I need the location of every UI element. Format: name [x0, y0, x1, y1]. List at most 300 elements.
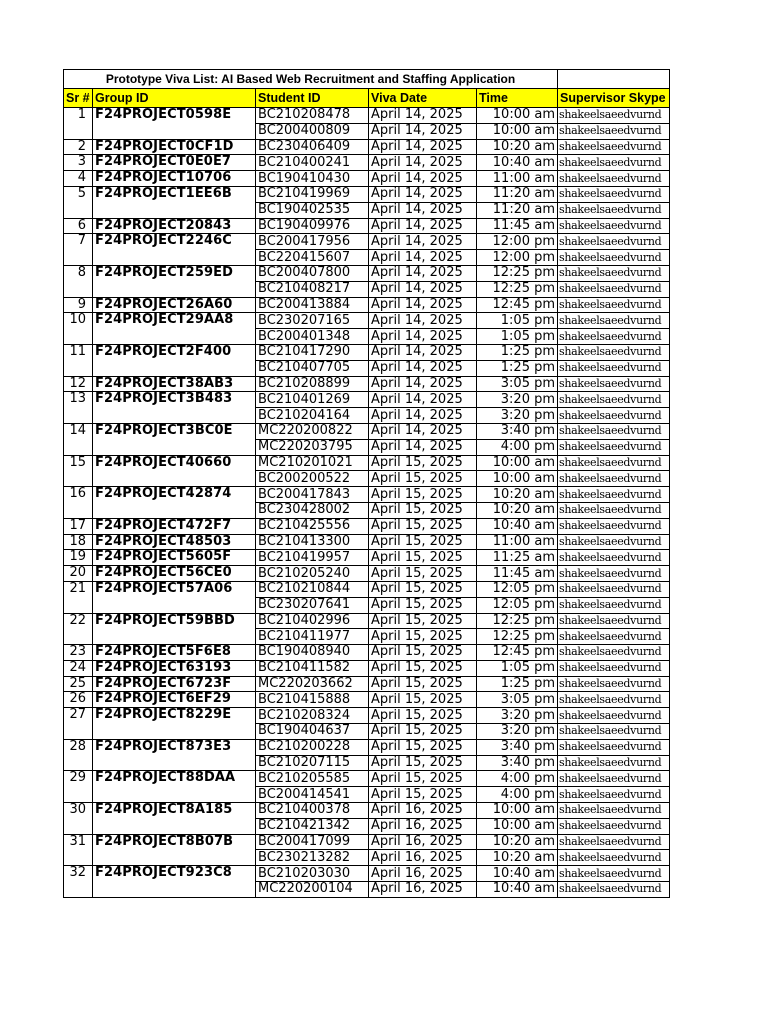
viva-time: 3:40 pm: [477, 423, 558, 439]
student-id: BC230428002: [256, 502, 369, 518]
student-id: BC200401348: [256, 329, 369, 345]
supervisor-skype: shakeelsaeedvurnd: [558, 123, 670, 139]
group-id: F24PROJECT38AB3: [93, 376, 256, 392]
supervisor-skype: shakeelsaeedvurnd: [558, 329, 670, 345]
group-id: F24PROJECT0E0E7: [93, 155, 256, 171]
supervisor-skype: shakeelsaeedvurnd: [558, 676, 670, 692]
viva-list-body: [64, 70, 670, 898]
table-row: [64, 265, 670, 281]
student-id: BC210425556: [256, 518, 369, 534]
supervisor-skype: shakeelsaeedvurnd: [558, 186, 670, 202]
supervisor-skype: shakeelsaeedvurnd: [558, 581, 670, 597]
serial-number: 29: [64, 771, 93, 803]
student-id: BC200400809: [256, 123, 369, 139]
table-row: [64, 613, 670, 629]
viva-date: April 14, 2025: [369, 234, 477, 250]
student-id: BC210205240: [256, 566, 369, 582]
viva-date: April 14, 2025: [369, 423, 477, 439]
group-id: F24PROJECT6723F: [93, 676, 256, 692]
table-row: [64, 108, 670, 124]
student-id: MC210201021: [256, 455, 369, 471]
supervisor-skype: shakeelsaeedvurnd: [558, 566, 670, 582]
group-id: F24PROJECT26A60: [93, 297, 256, 313]
student-id: BC210421342: [256, 818, 369, 834]
viva-date: April 15, 2025: [369, 724, 477, 740]
header-time: Time: [477, 89, 558, 108]
header-supervisor-skype: Supervisor Skype: [558, 89, 670, 108]
title-row: [64, 70, 670, 89]
viva-date: April 15, 2025: [369, 613, 477, 629]
table-row: [64, 139, 670, 155]
viva-time: 10:40 am: [477, 155, 558, 171]
serial-number: 18: [64, 534, 93, 550]
group-id: F24PROJECT10706: [93, 171, 256, 187]
table-row: [64, 550, 670, 566]
student-id: BC210400378: [256, 803, 369, 819]
supervisor-skype: shakeelsaeedvurnd: [558, 502, 670, 518]
student-id: BC200417099: [256, 834, 369, 850]
viva-time: 10:20 am: [477, 850, 558, 866]
viva-time: 4:00 pm: [477, 787, 558, 803]
table-row: [64, 171, 670, 187]
viva-date: April 14, 2025: [369, 186, 477, 202]
viva-time: 11:20 am: [477, 186, 558, 202]
viva-time: 11:00 am: [477, 534, 558, 550]
serial-number: 25: [64, 676, 93, 692]
viva-date: April 15, 2025: [369, 487, 477, 503]
viva-time: 10:00 am: [477, 818, 558, 834]
supervisor-skype: shakeelsaeedvurnd: [558, 171, 670, 187]
viva-time: 10:20 am: [477, 487, 558, 503]
group-id: F24PROJECT56CE0: [93, 566, 256, 582]
viva-time: 11:20 am: [477, 202, 558, 218]
serial-number: 19: [64, 550, 93, 566]
group-id: F24PROJECT8B07B: [93, 834, 256, 866]
viva-time: 10:00 am: [477, 108, 558, 124]
serial-number: 8: [64, 265, 93, 297]
serial-number: 1: [64, 108, 93, 140]
viva-time: 10:00 am: [477, 471, 558, 487]
viva-date: April 15, 2025: [369, 787, 477, 803]
viva-date: April 15, 2025: [369, 645, 477, 661]
table-row: [64, 692, 670, 708]
table-row: [64, 313, 670, 329]
header-row: [64, 89, 670, 108]
header-sr: Sr #: [64, 89, 93, 108]
student-id: BC190410430: [256, 171, 369, 187]
group-id: F24PROJECT42874: [93, 487, 256, 519]
viva-date: April 14, 2025: [369, 376, 477, 392]
table-row: [64, 771, 670, 787]
viva-date: April 14, 2025: [369, 329, 477, 345]
group-id: F24PROJECT0CF1D: [93, 139, 256, 155]
header-student-id: Student ID: [256, 89, 369, 108]
serial-number: 9: [64, 297, 93, 313]
serial-number: 2: [64, 139, 93, 155]
table-row: [64, 645, 670, 661]
serial-number: 32: [64, 866, 93, 898]
viva-date: April 15, 2025: [369, 755, 477, 771]
student-id: MC220203662: [256, 676, 369, 692]
table-row: [64, 455, 670, 471]
viva-time: 12:05 pm: [477, 581, 558, 597]
serial-number: 23: [64, 645, 93, 661]
viva-time: 11:00 am: [477, 171, 558, 187]
supervisor-skype: shakeelsaeedvurnd: [558, 597, 670, 613]
serial-number: 4: [64, 171, 93, 187]
supervisor-skype: shakeelsaeedvurnd: [558, 660, 670, 676]
viva-time: 12:25 pm: [477, 629, 558, 645]
group-id: F24PROJECT873E3: [93, 739, 256, 771]
title-blank-cell: [558, 70, 670, 89]
group-id: F24PROJECT923C8: [93, 866, 256, 898]
student-id: BC210401269: [256, 392, 369, 408]
viva-date: April 16, 2025: [369, 850, 477, 866]
viva-time: 10:00 am: [477, 455, 558, 471]
viva-date: April 14, 2025: [369, 408, 477, 424]
group-id: F24PROJECT63193: [93, 660, 256, 676]
viva-time: 12:25 pm: [477, 265, 558, 281]
student-id: BC200407800: [256, 265, 369, 281]
group-id: F24PROJECT88DAA: [93, 771, 256, 803]
student-id: MC220200822: [256, 423, 369, 439]
student-id: MC220203795: [256, 439, 369, 455]
supervisor-skype: shakeelsaeedvurnd: [558, 629, 670, 645]
viva-date: April 15, 2025: [369, 534, 477, 550]
viva-date: April 15, 2025: [369, 455, 477, 471]
student-id: BC210200228: [256, 739, 369, 755]
supervisor-skype: shakeelsaeedvurnd: [558, 218, 670, 234]
student-id: BC210208478: [256, 108, 369, 124]
viva-time: 1:25 pm: [477, 360, 558, 376]
supervisor-skype: shakeelsaeedvurnd: [558, 834, 670, 850]
table-row: [64, 534, 670, 550]
student-id: BC230213282: [256, 850, 369, 866]
table-row: [64, 218, 670, 234]
viva-time: 1:05 pm: [477, 660, 558, 676]
student-id: BC210207115: [256, 755, 369, 771]
group-id: F24PROJECT1EE6B: [93, 186, 256, 218]
serial-number: 20: [64, 566, 93, 582]
viva-date: April 14, 2025: [369, 139, 477, 155]
viva-time: 10:20 am: [477, 502, 558, 518]
supervisor-skype: shakeelsaeedvurnd: [558, 818, 670, 834]
table-row: [64, 660, 670, 676]
viva-time: 12:45 pm: [477, 645, 558, 661]
viva-time: 11:25 am: [477, 550, 558, 566]
serial-number: 14: [64, 423, 93, 455]
table-row: [64, 518, 670, 534]
serial-number: 7: [64, 234, 93, 266]
supervisor-skype: shakeelsaeedvurnd: [558, 487, 670, 503]
student-id: BC210205585: [256, 771, 369, 787]
student-id: BC210402996: [256, 613, 369, 629]
viva-time: 3:20 pm: [477, 708, 558, 724]
table-row: [64, 297, 670, 313]
table-row: [64, 803, 670, 819]
serial-number: 30: [64, 803, 93, 835]
table-row: [64, 234, 670, 250]
viva-date: April 14, 2025: [369, 218, 477, 234]
serial-number: 10: [64, 313, 93, 345]
group-id: F24PROJECT59BBD: [93, 613, 256, 645]
viva-date: April 14, 2025: [369, 439, 477, 455]
student-id: BC210408217: [256, 281, 369, 297]
table-row: [64, 866, 670, 882]
supervisor-skype: shakeelsaeedvurnd: [558, 313, 670, 329]
viva-time: 10:20 am: [477, 834, 558, 850]
group-id: F24PROJECT3BC0E: [93, 423, 256, 455]
group-id: F24PROJECT2F400: [93, 344, 256, 376]
table-row: [64, 392, 670, 408]
student-id: BC210411582: [256, 660, 369, 676]
serial-number: 26: [64, 692, 93, 708]
viva-time: 12:25 pm: [477, 281, 558, 297]
viva-date: April 15, 2025: [369, 597, 477, 613]
student-id: BC210419969: [256, 186, 369, 202]
viva-date: April 15, 2025: [369, 771, 477, 787]
viva-time: 1:05 pm: [477, 313, 558, 329]
group-id: F24PROJECT6EF29: [93, 692, 256, 708]
serial-number: 16: [64, 487, 93, 519]
viva-time: 10:40 am: [477, 518, 558, 534]
supervisor-skype: shakeelsaeedvurnd: [558, 155, 670, 171]
viva-date: April 16, 2025: [369, 834, 477, 850]
viva-time: 10:00 am: [477, 123, 558, 139]
viva-date: April 14, 2025: [369, 313, 477, 329]
viva-date: April 14, 2025: [369, 108, 477, 124]
serial-number: 31: [64, 834, 93, 866]
supervisor-skype: shakeelsaeedvurnd: [558, 708, 670, 724]
viva-date: April 15, 2025: [369, 739, 477, 755]
student-id: BC210411977: [256, 629, 369, 645]
supervisor-skype: shakeelsaeedvurnd: [558, 771, 670, 787]
student-id: BC220415607: [256, 250, 369, 266]
header-viva-date: Viva Date: [369, 89, 477, 108]
serial-number: 24: [64, 660, 93, 676]
student-id: BC200417956: [256, 234, 369, 250]
supervisor-skype: shakeelsaeedvurnd: [558, 645, 670, 661]
viva-time: 11:45 am: [477, 566, 558, 582]
viva-time: 12:45 pm: [477, 297, 558, 313]
viva-time: 3:05 pm: [477, 376, 558, 392]
student-id: BC210203030: [256, 866, 369, 882]
viva-time: 10:40 am: [477, 866, 558, 882]
group-id: F24PROJECT29AA8: [93, 313, 256, 345]
viva-time: 3:20 pm: [477, 392, 558, 408]
table-row: [64, 834, 670, 850]
student-id: BC210208324: [256, 708, 369, 724]
student-id: BC230406409: [256, 139, 369, 155]
viva-time: 3:40 pm: [477, 755, 558, 771]
viva-date: April 16, 2025: [369, 803, 477, 819]
supervisor-skype: shakeelsaeedvurnd: [558, 739, 670, 755]
viva-date: April 14, 2025: [369, 360, 477, 376]
viva-time: 4:00 pm: [477, 771, 558, 787]
serial-number: 15: [64, 455, 93, 487]
student-id: BC200413884: [256, 297, 369, 313]
supervisor-skype: shakeelsaeedvurnd: [558, 803, 670, 819]
viva-date: April 14, 2025: [369, 281, 477, 297]
group-id: F24PROJECT472F7: [93, 518, 256, 534]
supervisor-skype: shakeelsaeedvurnd: [558, 724, 670, 740]
serial-number: 21: [64, 581, 93, 613]
group-id: F24PROJECT57A06: [93, 581, 256, 613]
supervisor-skype: shakeelsaeedvurnd: [558, 234, 670, 250]
group-id: F24PROJECT259ED: [93, 265, 256, 297]
student-id: BC210417290: [256, 344, 369, 360]
supervisor-skype: shakeelsaeedvurnd: [558, 787, 670, 803]
table-row: [64, 676, 670, 692]
viva-time: 12:05 pm: [477, 597, 558, 613]
viva-time: 10:00 am: [477, 803, 558, 819]
supervisor-skype: shakeelsaeedvurnd: [558, 297, 670, 313]
supervisor-skype: shakeelsaeedvurnd: [558, 376, 670, 392]
supervisor-skype: shakeelsaeedvurnd: [558, 866, 670, 882]
group-id: F24PROJECT20843: [93, 218, 256, 234]
viva-date: April 15, 2025: [369, 502, 477, 518]
supervisor-skype: shakeelsaeedvurnd: [558, 613, 670, 629]
supervisor-skype: shakeelsaeedvurnd: [558, 392, 670, 408]
viva-date: April 15, 2025: [369, 471, 477, 487]
group-id: F24PROJECT40660: [93, 455, 256, 487]
viva-date: April 15, 2025: [369, 518, 477, 534]
table-row: [64, 423, 670, 439]
student-id: BC190408940: [256, 645, 369, 661]
student-id: BC210210844: [256, 581, 369, 597]
supervisor-skype: shakeelsaeedvurnd: [558, 439, 670, 455]
student-id: BC230207641: [256, 597, 369, 613]
supervisor-skype: shakeelsaeedvurnd: [558, 534, 670, 550]
supervisor-skype: shakeelsaeedvurnd: [558, 139, 670, 155]
serial-number: 22: [64, 613, 93, 645]
group-id: F24PROJECT8A185: [93, 803, 256, 835]
table-row: [64, 581, 670, 597]
viva-date: April 14, 2025: [369, 123, 477, 139]
student-id: BC210415888: [256, 692, 369, 708]
viva-time: 11:45 am: [477, 218, 558, 234]
viva-time: 1:05 pm: [477, 329, 558, 345]
supervisor-skype: shakeelsaeedvurnd: [558, 455, 670, 471]
group-id: F24PROJECT2246C: [93, 234, 256, 266]
viva-time: 1:25 pm: [477, 344, 558, 360]
table-row: [64, 186, 670, 202]
student-id: BC200414541: [256, 787, 369, 803]
table-row: [64, 566, 670, 582]
serial-number: 5: [64, 186, 93, 218]
table-row: [64, 155, 670, 171]
viva-time: 3:20 pm: [477, 408, 558, 424]
supervisor-skype: shakeelsaeedvurnd: [558, 550, 670, 566]
supervisor-skype: shakeelsaeedvurnd: [558, 882, 670, 898]
group-id: F24PROJECT3B483: [93, 392, 256, 424]
table-row: [64, 708, 670, 724]
supervisor-skype: shakeelsaeedvurnd: [558, 471, 670, 487]
serial-number: 28: [64, 739, 93, 771]
serial-number: 6: [64, 218, 93, 234]
viva-date: April 14, 2025: [369, 250, 477, 266]
viva-date: April 15, 2025: [369, 566, 477, 582]
viva-date: April 15, 2025: [369, 692, 477, 708]
supervisor-skype: shakeelsaeedvurnd: [558, 344, 670, 360]
viva-time: 12:25 pm: [477, 613, 558, 629]
supervisor-skype: shakeelsaeedvurnd: [558, 250, 670, 266]
viva-date: April 15, 2025: [369, 676, 477, 692]
viva-date: April 14, 2025: [369, 171, 477, 187]
group-id: F24PROJECT48503: [93, 534, 256, 550]
supervisor-skype: shakeelsaeedvurnd: [558, 265, 670, 281]
viva-date: April 15, 2025: [369, 660, 477, 676]
viva-time: 10:20 am: [477, 139, 558, 155]
viva-date: April 15, 2025: [369, 708, 477, 724]
supervisor-skype: shakeelsaeedvurnd: [558, 518, 670, 534]
supervisor-skype: shakeelsaeedvurnd: [558, 360, 670, 376]
header-group-id: Group ID: [93, 89, 256, 108]
student-id: BC210419957: [256, 550, 369, 566]
supervisor-skype: shakeelsaeedvurnd: [558, 202, 670, 218]
serial-number: 17: [64, 518, 93, 534]
supervisor-skype: shakeelsaeedvurnd: [558, 692, 670, 708]
viva-date: April 15, 2025: [369, 581, 477, 597]
serial-number: 12: [64, 376, 93, 392]
serial-number: 11: [64, 344, 93, 376]
table-row: [64, 376, 670, 392]
student-id: BC190409976: [256, 218, 369, 234]
supervisor-skype: shakeelsaeedvurnd: [558, 408, 670, 424]
viva-date: April 14, 2025: [369, 344, 477, 360]
supervisor-skype: shakeelsaeedvurnd: [558, 108, 670, 124]
viva-time: 12:00 pm: [477, 234, 558, 250]
viva-date: April 14, 2025: [369, 155, 477, 171]
supervisor-skype: shakeelsaeedvurnd: [558, 755, 670, 771]
student-id: BC210208899: [256, 376, 369, 392]
table-row: [64, 739, 670, 755]
group-id: F24PROJECT5605F: [93, 550, 256, 566]
serial-number: 13: [64, 392, 93, 424]
student-id: BC210407705: [256, 360, 369, 376]
group-id: F24PROJECT0598E: [93, 108, 256, 140]
supervisor-skype: shakeelsaeedvurnd: [558, 281, 670, 297]
serial-number: 27: [64, 708, 93, 740]
student-id: BC200417843: [256, 487, 369, 503]
viva-date: April 16, 2025: [369, 818, 477, 834]
student-id: BC210413300: [256, 534, 369, 550]
viva-date: April 14, 2025: [369, 202, 477, 218]
student-id: MC220200104: [256, 882, 369, 898]
viva-time: 3:20 pm: [477, 724, 558, 740]
viva-date: April 14, 2025: [369, 392, 477, 408]
student-id: BC230207165: [256, 313, 369, 329]
group-id: F24PROJECT8229E: [93, 708, 256, 740]
student-id: BC190404637: [256, 724, 369, 740]
viva-list-table: [63, 69, 670, 898]
student-id: BC200200522: [256, 471, 369, 487]
table-row: [64, 344, 670, 360]
viva-date: April 16, 2025: [369, 882, 477, 898]
supervisor-skype: shakeelsaeedvurnd: [558, 423, 670, 439]
student-id: BC210204164: [256, 408, 369, 424]
viva-time: 1:25 pm: [477, 676, 558, 692]
student-id: BC190402535: [256, 202, 369, 218]
viva-time: 3:40 pm: [477, 739, 558, 755]
serial-number: 3: [64, 155, 93, 171]
viva-date: April 15, 2025: [369, 550, 477, 566]
sheet-title: Prototype Viva List: AI Based Web Recruitment and Staffing Application: [64, 70, 558, 89]
viva-time: 3:05 pm: [477, 692, 558, 708]
table-row: [64, 487, 670, 503]
viva-time: 12:00 pm: [477, 250, 558, 266]
viva-time: 10:40 am: [477, 882, 558, 898]
